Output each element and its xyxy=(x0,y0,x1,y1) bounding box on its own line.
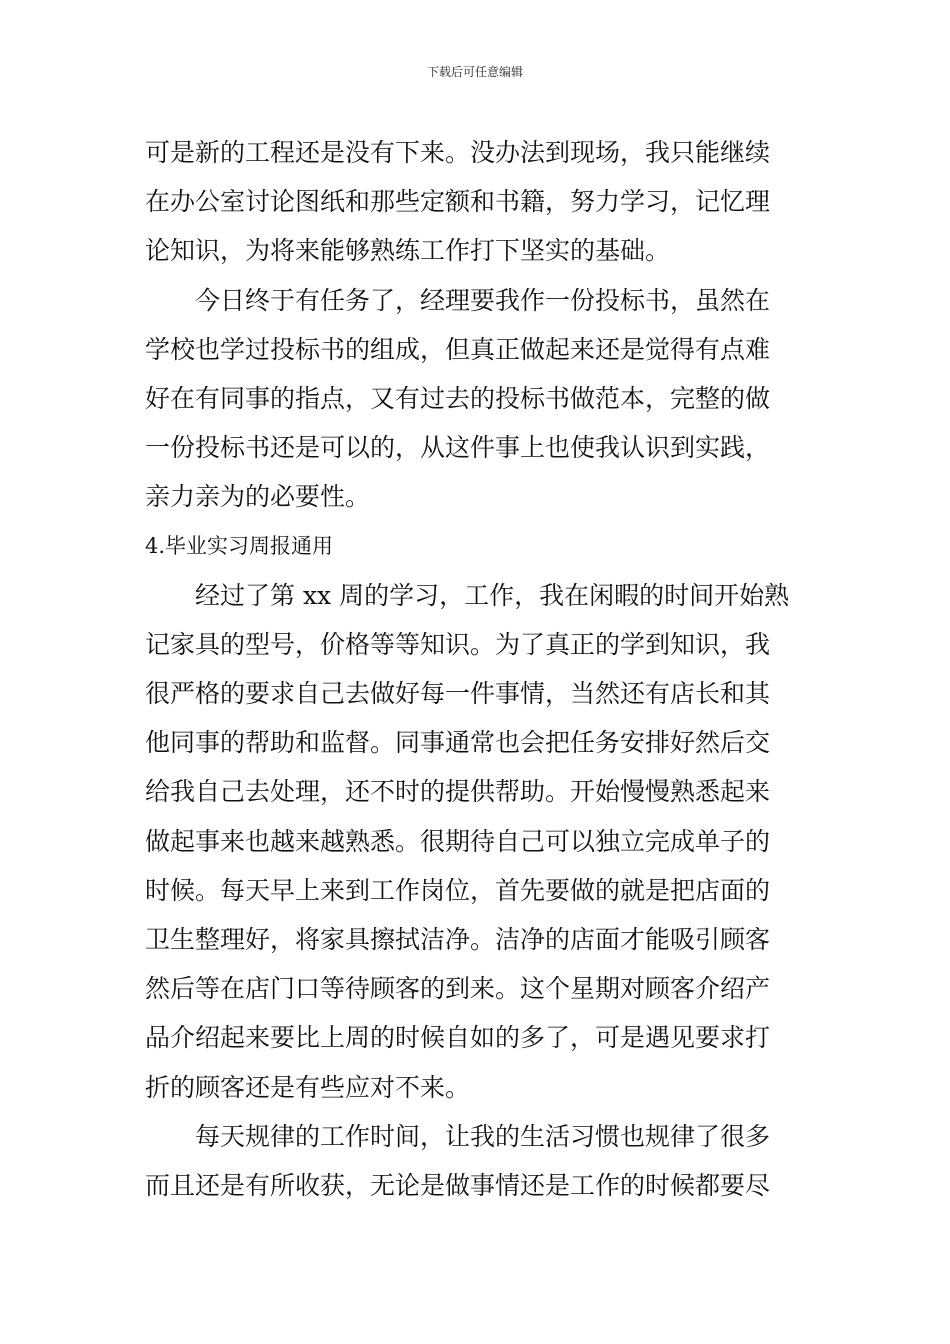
text-line: 在办公室讨论图纸和那些定额和书籍，努力学习，记忆理 xyxy=(145,187,771,217)
page-header: 下载后可任意编辑 xyxy=(426,65,523,79)
paragraph-first-line: 每天规律的工作时间，让我的生活习惯也规律了很多 xyxy=(195,1121,771,1151)
text-line: 做起事来也越来越熟悉。很期待自己可以独立完成单子的 xyxy=(145,826,771,856)
paragraph-first-line: 今日终于有任务了，经理要我作一份投标书，虽然在 xyxy=(195,285,771,315)
text-line: 学校也学过投标书的组成，但真正做起来还是觉得有点难 xyxy=(145,334,771,364)
text-line: 他同事的帮助和监督。同事通常也会把任务安排好然后交 xyxy=(145,728,771,758)
text-line: 时候。每天早上来到工作岗位，首先要做的就是把店面的 xyxy=(145,875,771,905)
section-heading: 4.毕业实习周报通用 xyxy=(145,533,334,558)
text-line: 好在有同事的指点，又有过去的投标书做范本，完整的做 xyxy=(145,383,771,413)
text-line: 卫生整理好，将家具擦拭洁净。洁净的店面才能吸引顾客 xyxy=(145,925,771,954)
paragraph-first-line: 经过了第 xx 周的学习，工作，我在闲暇的时间开始熟 xyxy=(195,580,790,610)
text-line: 论知识，为将来能够熟练工作打下坚实的基础。 xyxy=(145,236,671,266)
text-line: 而且还是有所收获，无论是做事情还是工作的时候都要尽 xyxy=(145,1170,771,1200)
text-line: 品介绍起来要比上周的时候自如的多了，可是遇见要求打 xyxy=(145,1023,771,1053)
text-line: 亲力亲为的必要性。 xyxy=(145,482,371,512)
text-line: 然后等在店门口等待顾客的到来。这个星期对顾客介绍产 xyxy=(145,974,771,1004)
text-line: 可是新的工程还是没有下来。没办法到现场，我只能继续 xyxy=(145,138,771,167)
text-line: 一份投标书还是可以的，从这件事上也使我认识到实践， xyxy=(145,433,771,463)
text-line: 给我自己去处理，还不时的提供帮助。开始慢慢熟悉起来 xyxy=(145,777,771,807)
document-body xyxy=(145,128,810,1210)
text-line: 记家具的型号，价格等等知识。为了真正的学到知识，我 xyxy=(145,629,771,659)
text-line: 很严格的要求自己去做好每一件事情，当然还有店长和其 xyxy=(145,679,771,709)
text-line: 折的顾客还是有些应对不来。 xyxy=(145,1072,471,1102)
